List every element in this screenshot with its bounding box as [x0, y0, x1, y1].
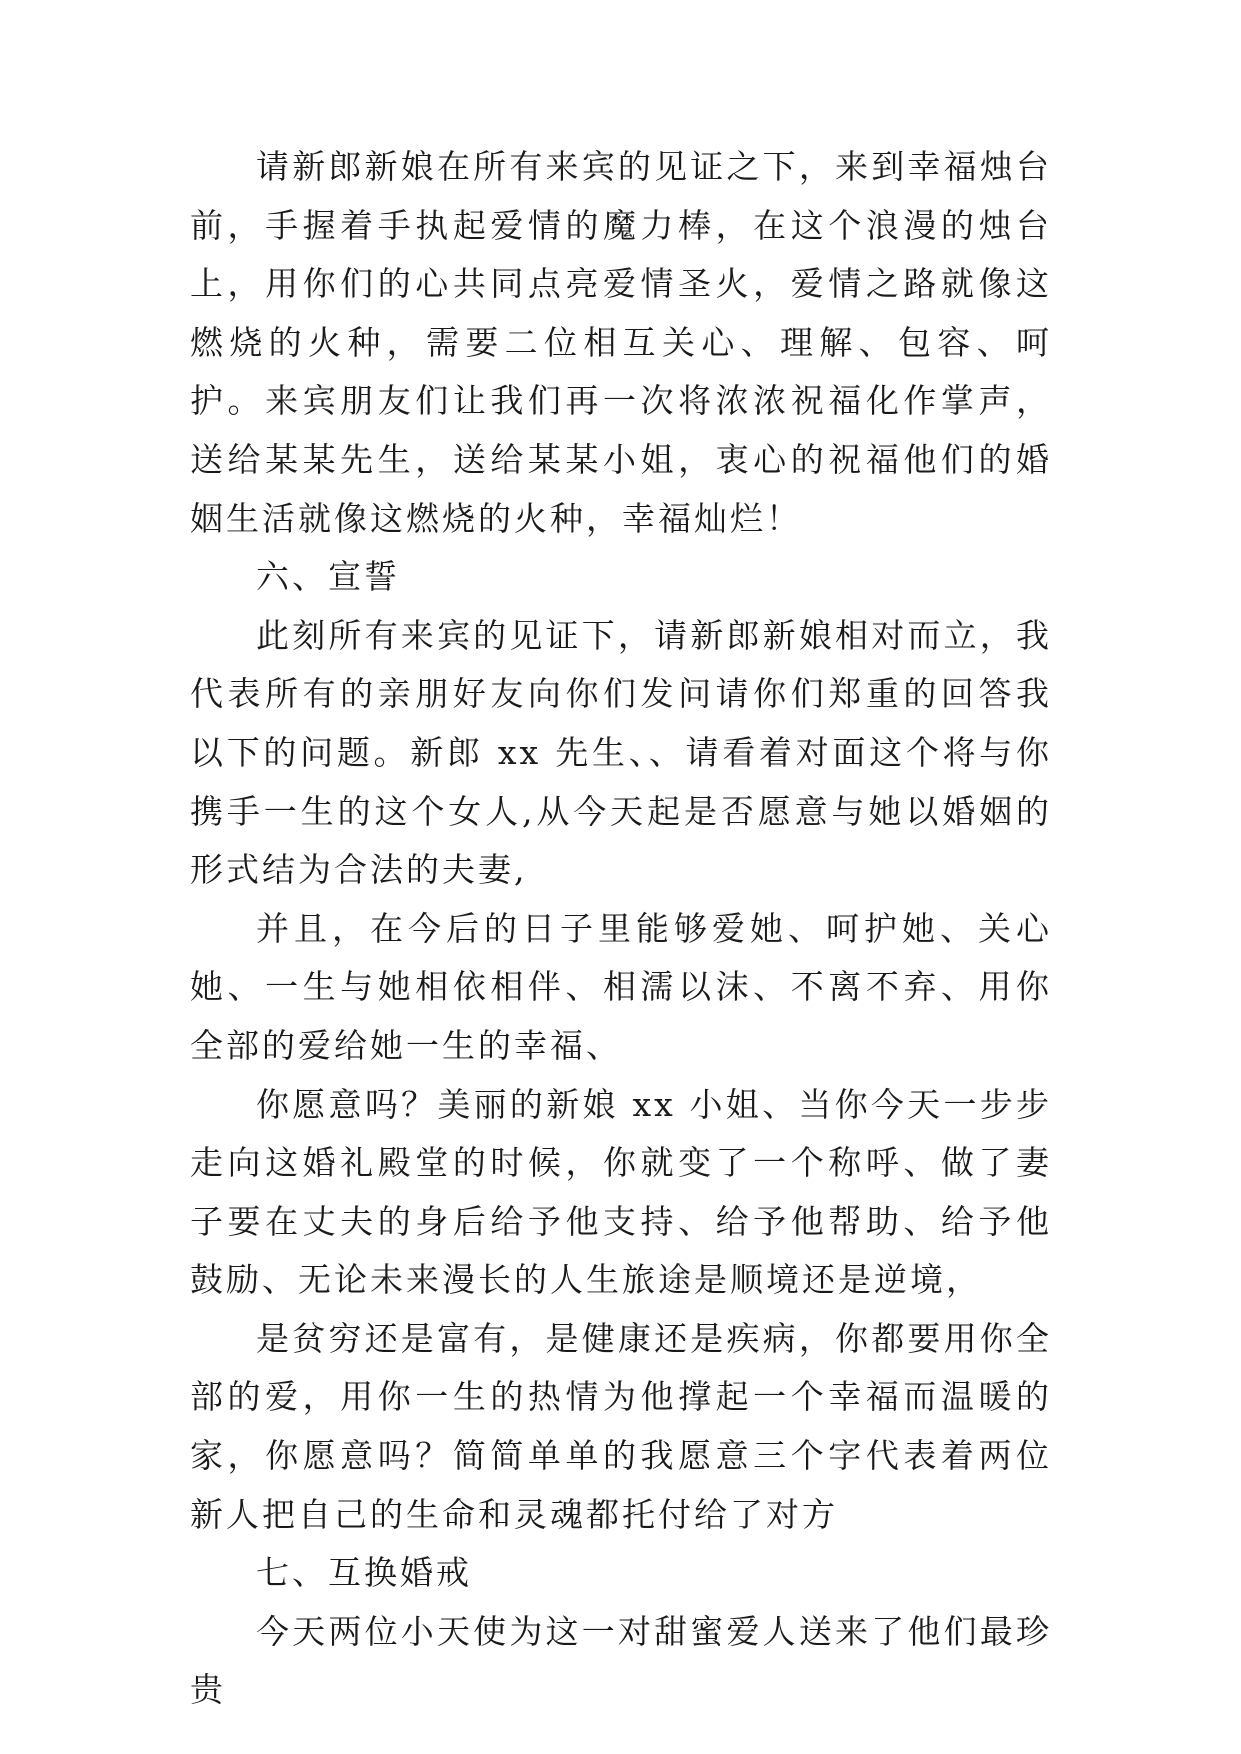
paragraph-vows-bride: 你愿意吗？美丽的新娘 xx 小姐、当你今天一步步走向这婚礼殿堂的时候，你就变了一个称呼、做了妻子要在丈夫的身后给予他支持、给予他帮助、给予他鼓励、无论未来漫长的人生旅途是顺境还是逆境，	[190, 1084, 1052, 1300]
paragraph-ring-exchange: 今天两位小天使为这一对甜蜜爱人送来了他们最珍贵	[190, 1611, 1052, 1710]
document-body	[190, 138, 1052, 1720]
paragraph-candle-lighting: 请新郎新娘在所有来宾的见证之下，来到幸福烛台前，手握着手执起爱情的魔力棒，在这个浪漫的烛台上，用你们的心共同点亮爱情圣火，爱情之路就像这燃烧的火种，需要二位相互关心、理解、包容、呵护。来宾朋友们让我们再一次将浓浓祝福化作掌声，送给某某先生，送给某某小姐，衷心的祝福他们的婚姻生活就像这燃烧的火种，幸福灿烂！	[190, 147, 1052, 538]
paragraph-vows-bride-continued: 是贫穷还是富有，是健康还是疾病，你都要用你全部的爱，用你一生的热情为他撑起一个幸福而温暖的家，你愿意吗？简简单单的我愿意三个字代表着两位新人把自己的生命和灵魂都托付给了对方	[190, 1318, 1052, 1534]
paragraph-vows-groom-continued: 并且，在今后的日子里能够爱她、呵护她、关心她、一生与她相依相伴、相濡以沫、不离不弃、用你全部的爱给她一生的幸福、	[190, 908, 1052, 1065]
section-heading-vows: 六、宣誓	[256, 557, 400, 597]
paragraph-vows-groom: 此刻所有来宾的见证下，请新郎新娘相对而立，我代表所有的亲朋好友向你们发问请你们郑重的回答我以下的问题。新郎 xx 先生、、请看着对面这个将与你携手一生的这个女人,从今天起是否愿意与她以婚姻的形式结为合法的夫妻,	[190, 615, 1052, 890]
section-heading-ring-exchange: 七、互换婚戒	[256, 1553, 472, 1593]
